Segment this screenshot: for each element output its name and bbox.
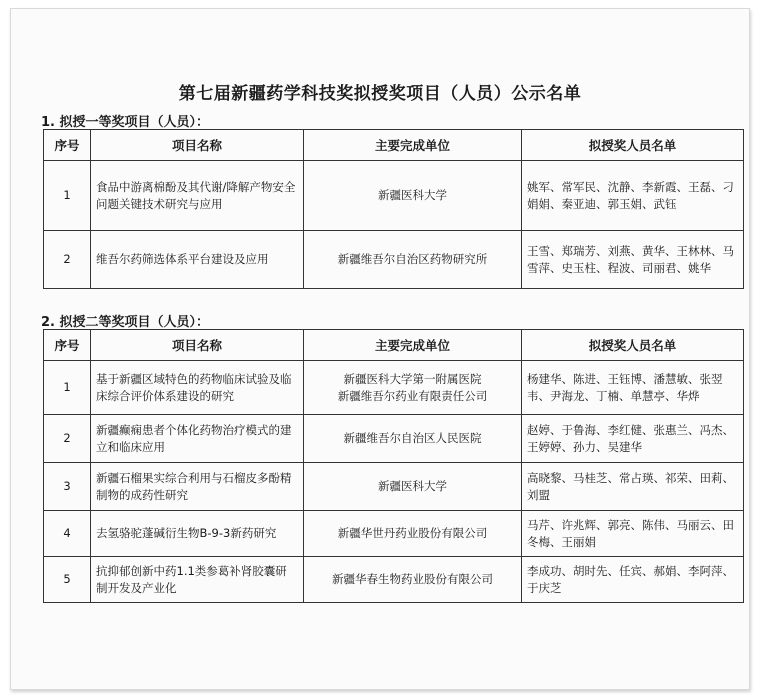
row-number: 3: [44, 463, 91, 511]
row-people: 高晓黎、马桂芝、常占瑛、祁荣、田莉、刘盟: [522, 463, 744, 511]
table-row: [44, 415, 744, 463]
row-people: 马芹、许兆辉、郭亮、陈伟、马丽云、田冬梅、王丽娟: [522, 511, 744, 557]
first-prize-table: [43, 129, 744, 289]
row-people: 李成功、胡时先、任宾、郝娟、李阿萍、于庆芝: [522, 557, 744, 603]
row-unit: 新疆华世丹药业股份有限公司: [304, 511, 522, 557]
section-heading-first-prize: 1. 拟授一等奖项目（人员）：: [41, 115, 210, 130]
table-row: [44, 557, 744, 603]
header-unit: 主要完成单位: [304, 330, 522, 361]
row-number: 5: [44, 557, 91, 603]
row-number: 1: [44, 361, 91, 415]
row-unit: 新疆医科大学: [304, 463, 522, 511]
table-row: [44, 231, 744, 289]
row-project: 新疆石榴果实综合利用与石榴皮多酚精制物的成药性研究: [91, 463, 304, 511]
row-project: 食品中游离棉酚及其代谢/降解产物安全问题关键技术研究与应用: [91, 161, 304, 231]
row-unit: 新疆维吾尔自治区人民医院: [304, 415, 522, 463]
table-row: [44, 161, 744, 231]
header-number: 序号: [44, 130, 91, 161]
second-prize-table: [43, 329, 744, 603]
table-row: [44, 463, 744, 511]
row-unit: 新疆华春生物药业股份有限公司: [304, 557, 522, 603]
row-number: 4: [44, 511, 91, 557]
row-unit: 新疆医科大学第一附属医院 新疆维吾尔药业有限责任公司: [304, 361, 522, 415]
row-people: 姚军、常军民、沈静、李新霞、王磊、刁娟娟、秦亚迪、郭玉娟、武钰: [522, 161, 744, 231]
header-people: 拟授奖人员名单: [522, 330, 744, 361]
header-project: 项目名称: [91, 330, 304, 361]
table-header-row: [44, 130, 744, 161]
header-people: 拟授奖人员名单: [522, 130, 744, 161]
row-project: 抗抑郁创新中药1.1类参葛补肾胶囊研制开发及产业化: [91, 557, 304, 603]
row-unit: 新疆医科大学: [304, 161, 522, 231]
header-project: 项目名称: [91, 130, 304, 161]
header-number: 序号: [44, 330, 91, 361]
table-row: [44, 511, 744, 557]
table-header-row: [44, 330, 744, 361]
row-people: 杨建华、陈进、王钰博、潘慧敏、张翌韦、尹海龙、丁楠、单慧亭、华烨: [522, 361, 744, 415]
document-page: [10, 8, 750, 690]
row-number: 2: [44, 231, 91, 289]
row-people: 赵婷、于鲁海、李红健、张惠兰、冯杰、王婷婷、孙力、吴建华: [522, 415, 744, 463]
row-number: 1: [44, 161, 91, 231]
row-project: 去氢骆驼蓬碱衍生物B-9-3新药研究: [91, 511, 304, 557]
row-project: 基于新疆区域特色的药物临床试验及临床综合评价体系建设的研究: [91, 361, 304, 415]
row-number: 2: [44, 415, 91, 463]
header-unit: 主要完成单位: [304, 130, 522, 161]
row-project: 维吾尔药筛选体系平台建设及应用: [91, 231, 304, 289]
row-project: 新疆癫痫患者个体化药物治疗模式的建立和临床应用: [91, 415, 304, 463]
row-unit: 新疆维吾尔自治区药物研究所: [304, 231, 522, 289]
section-heading-second-prize: 2. 拟授二等奖项目（人员）：: [41, 315, 210, 330]
document-title: 第七届新疆药学科技奖拟授奖项目（人员）公示名单: [178, 84, 582, 104]
row-people: 王雪、郑瑞芳、刘燕、黄华、王林林、马雪萍、史玉柱、程波、司丽君、姚华: [522, 231, 744, 289]
table-row: [44, 361, 744, 415]
